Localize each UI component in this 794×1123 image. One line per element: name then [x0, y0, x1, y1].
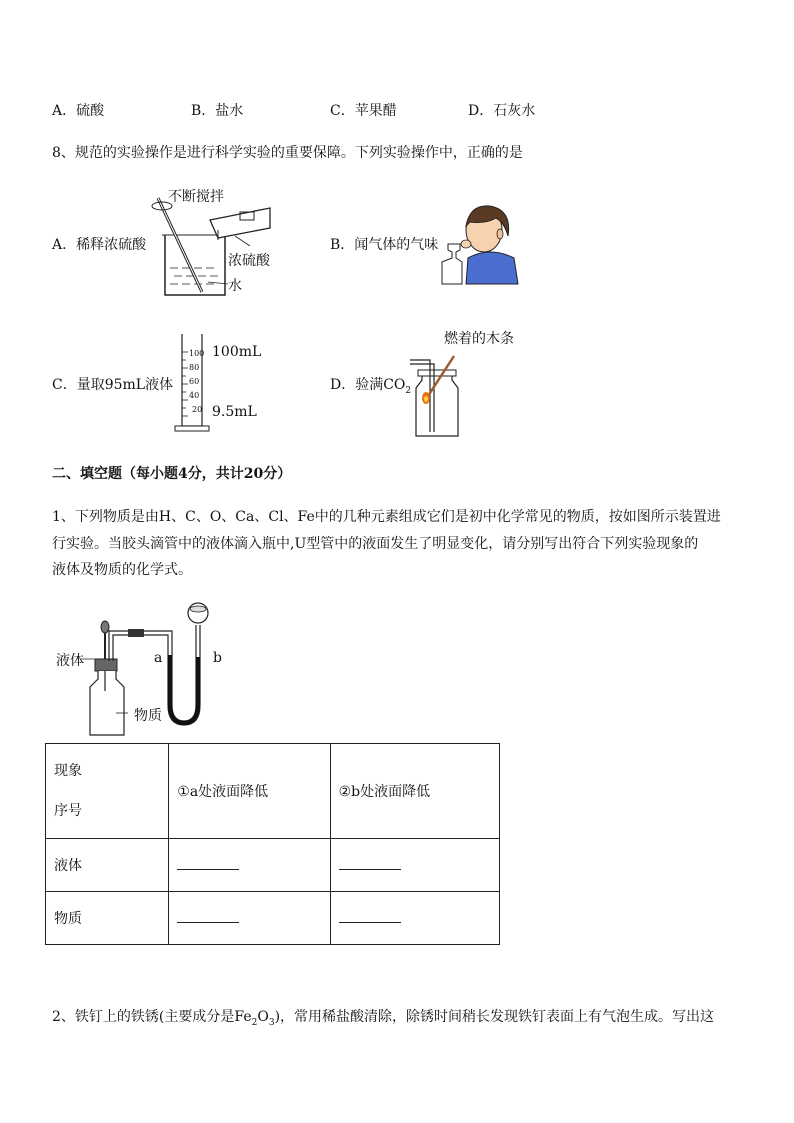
answer-blank[interactable]: [330, 839, 499, 892]
q2-line: 2、铁钉上的铁锈(主要成分是$Fe_2O_3$)，常用稀盐酸清除，除锈时间稍长发现铁钉表面上有气泡生成。写出这: [52, 1009, 715, 1028]
stir-label: 不断搅拌: [168, 189, 224, 205]
substance-label: 物质: [134, 708, 162, 724]
answer-blank[interactable]: [169, 892, 330, 945]
liquid-label: 液体: [56, 653, 84, 669]
q8-option-c: C．量取95mL液体: [52, 377, 174, 393]
q7-option-c: C．苹果醋: [330, 103, 397, 119]
table-row: [46, 892, 500, 945]
row-liquid-label: 液体: [46, 839, 169, 892]
answer-blank[interactable]: [330, 892, 499, 945]
cylinder-ticks: 100 80 60 40 20: [189, 349, 205, 414]
answer-blank[interactable]: [169, 839, 330, 892]
q1-line1: 1、下列物质是由H、C、O、Ca、Cl、Fe中的几种元素组成它们是初中化学常见的物质，按如图所示装置进: [52, 509, 721, 525]
table-header-row: [46, 744, 500, 839]
q7-option-a: A．硫酸: [52, 103, 105, 119]
cylinder-top-label: 100mL: [212, 344, 262, 360]
q8-option-d: D．验满$CO_2$: [330, 377, 412, 396]
u-tube-apparatus: [80, 595, 260, 740]
answer-table: [45, 743, 500, 945]
smelling-figure: [440, 196, 522, 288]
q8-stem: 8、规范的实验操作是进行科学实验的重要保障。下列实验操作中，正确的是: [52, 145, 523, 161]
q7-option-b: B．盐水: [191, 103, 244, 119]
cylinder-bottom-label: 9.5mL: [212, 404, 257, 420]
q8-option-a: A．稀释浓硫酸: [52, 237, 147, 253]
acid-label: 浓硫酸: [228, 253, 270, 269]
section-heading: 二、填空题（每小题4分，共计20分）: [52, 466, 292, 482]
col-b-header: ②b处液面降低: [330, 744, 499, 839]
q8-option-b: B．闻气体的气味: [330, 237, 439, 253]
q7-option-d: D．石灰水: [468, 103, 536, 119]
table-row: [46, 839, 500, 892]
water-label: 水: [228, 278, 242, 294]
row-substance-label: 物质: [46, 892, 169, 945]
burning-stick-label: 燃着的木条: [444, 331, 514, 347]
arm-b-label: b: [213, 650, 222, 666]
q1-line3: 液体及物质的化学式。: [52, 562, 192, 578]
arm-a-label: a: [154, 650, 163, 666]
header-cell: 现象 序号: [46, 744, 169, 839]
q1-line2: 行实验。当胶头滴管中的液体滴入瓶中,U型管中的液面发生了明显变化，请分别写出符合下列实验现象的: [52, 536, 699, 552]
col-a-header: ①a处液面降低: [169, 744, 330, 839]
co2-bottle-figure: [408, 350, 464, 440]
